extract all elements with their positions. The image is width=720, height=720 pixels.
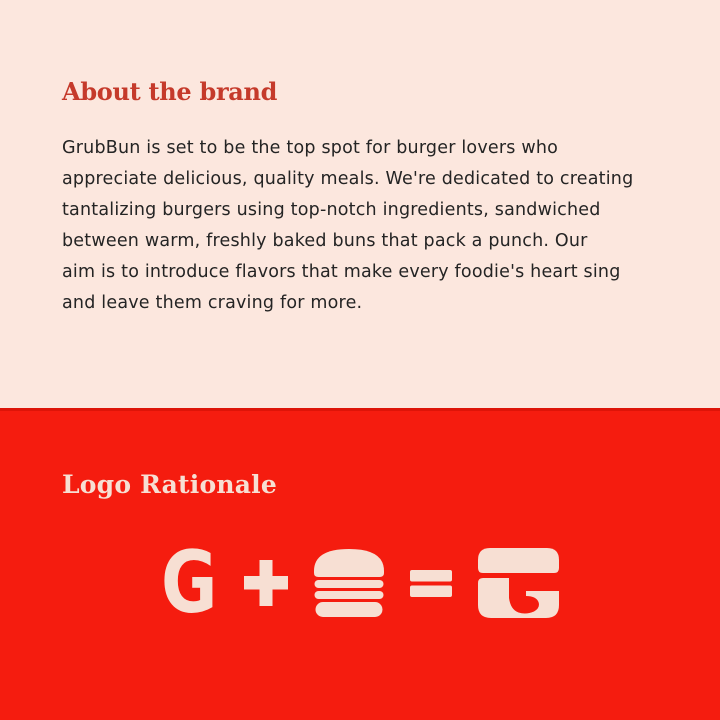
about-heading: About the brand (62, 77, 278, 106)
logo-rationale-section (0, 408, 720, 720)
burger-icon (314, 549, 384, 617)
body-line: and leave them craving for more. (62, 293, 363, 313)
body-line: tantalizing burgers using top-notch ingredients, sandwiched (62, 200, 601, 220)
logo-formula (0, 532, 720, 633)
body-line: aim is to introduce flavors that make every foodie's heart sing (62, 262, 621, 282)
logo-rationale-heading: Logo Rationale (62, 470, 277, 499)
equals-icon (410, 570, 452, 597)
grubbun-logo-mark (478, 548, 559, 618)
about-body-paragraph (62, 133, 682, 319)
body-line: between warm, freshly baked buns that pack a punch. Our (62, 231, 588, 251)
body-line: appreciate delicious, quality meals. We're dedicated to creating (62, 169, 634, 189)
body-line: GrubBun is set to be the top spot for burger lovers who (62, 138, 559, 158)
formula-letter-g: G (161, 532, 218, 633)
plus-icon (244, 560, 288, 606)
